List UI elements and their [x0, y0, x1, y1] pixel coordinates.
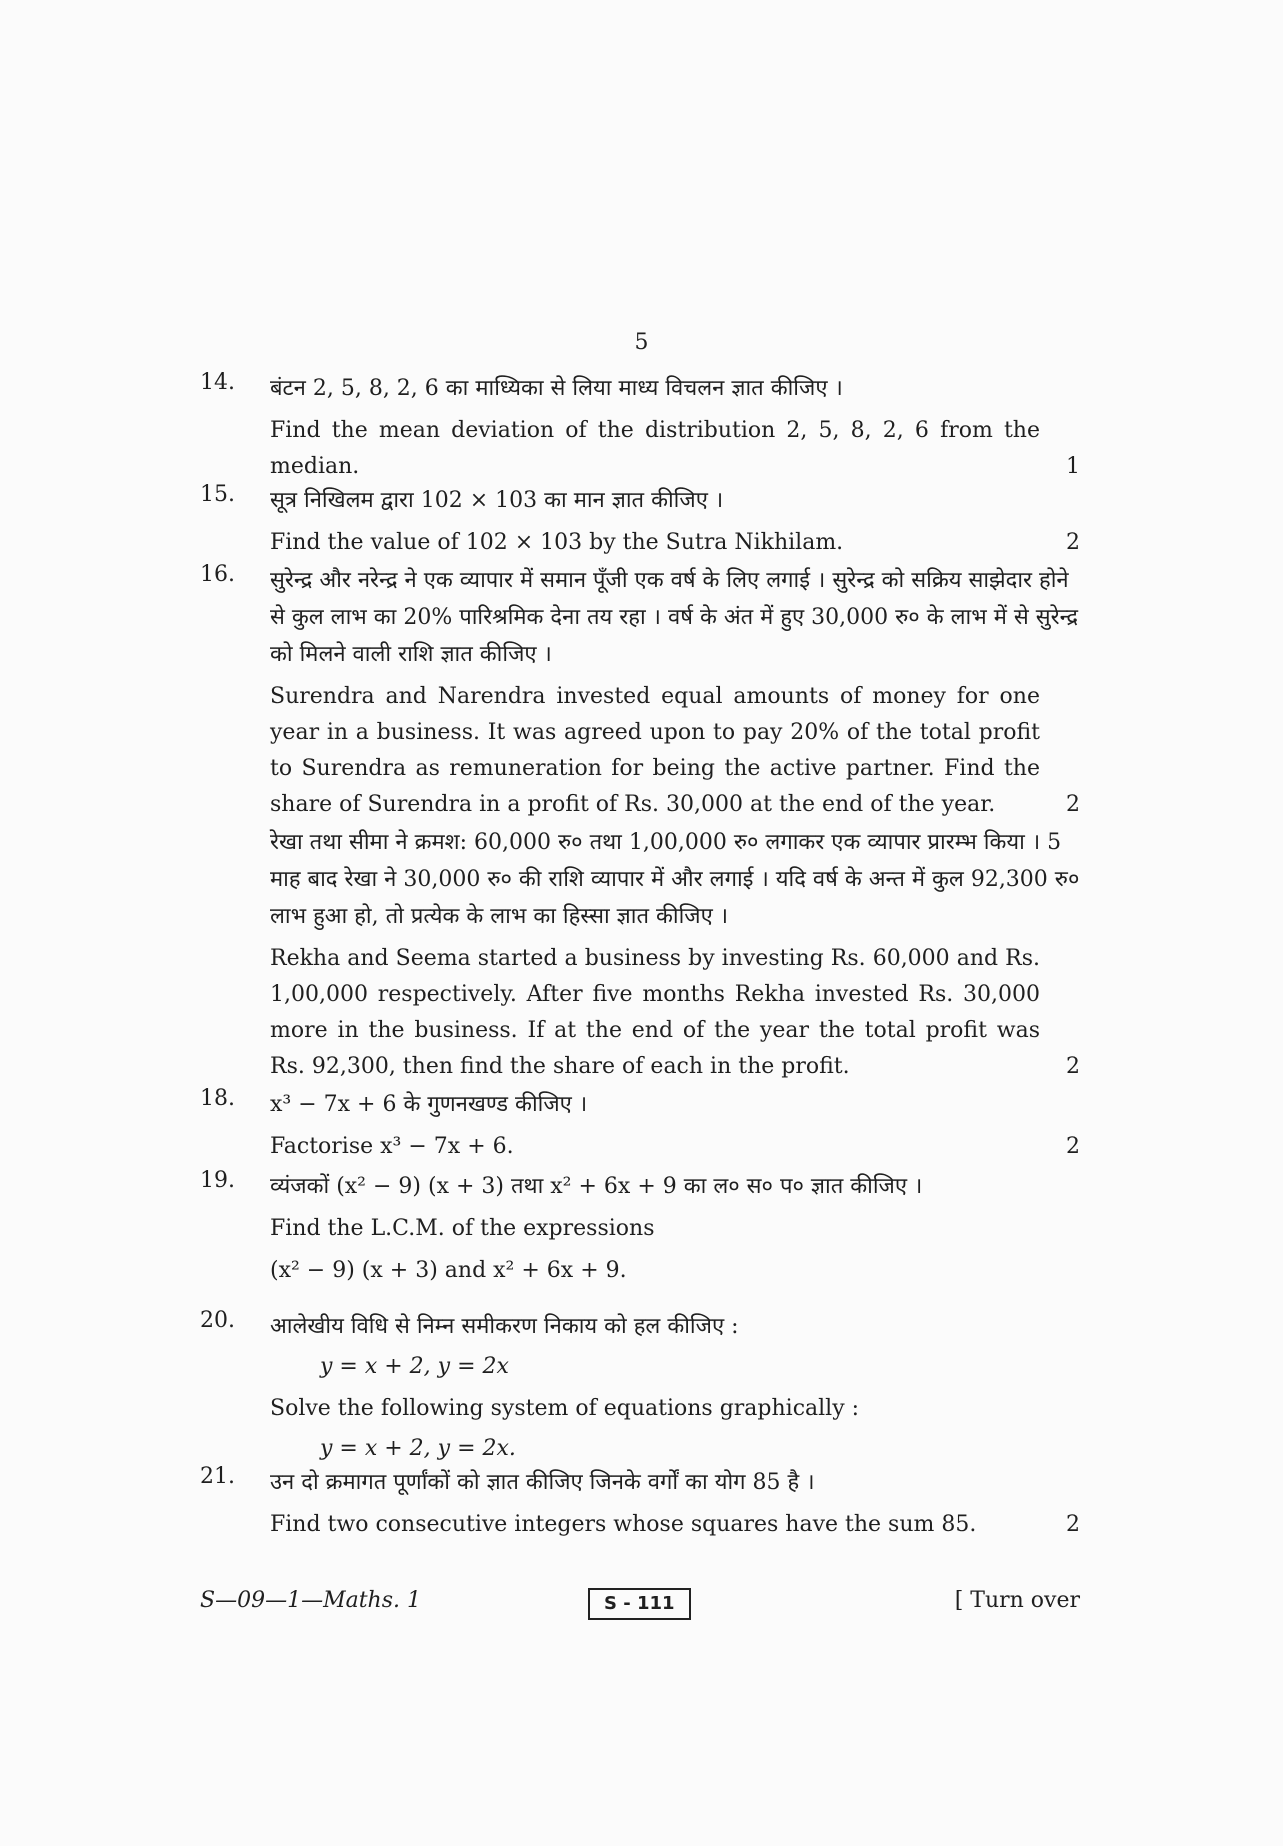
- question-18: [200, 1086, 1080, 1168]
- question-hindi-text: बंटन 2, 5, 8, 2, 6 का माध्यिका से लिया माध्य विचलन ज्ञात कीजिए ।: [270, 376, 843, 401]
- question-hindi-text: आलेखीय विधि से निम्न समीकरण निकाय को हल कीजिए :: [270, 1314, 739, 1339]
- question-16: [200, 562, 1080, 824]
- questions-list: [200, 370, 1080, 1546]
- question-number: 18.: [200, 1086, 235, 1111]
- question-english-expression: (x² − 9) (x + 3) and x² + 6x + 9.: [270, 1258, 627, 1283]
- question-19: [200, 1168, 1080, 1308]
- question-english-text: Factorise x³ − 7x + 6. 2: [270, 1129, 1080, 1165]
- question-english-text: Solve the following system of equations graphically :: [270, 1396, 860, 1421]
- question-english-text: Find the mean deviation of the distribution 2, 5, 8, 2, 6 from the median. 1: [270, 413, 1080, 485]
- series-code-box: S - 111: [588, 1588, 691, 1620]
- question-20: [200, 1308, 1080, 1464]
- question-english-text: Surendra and Narendra invested equal amounts of money for one year in a business. It was agreed upon to pay 20% of the total profit to Surendra as remuneration for being the active partner. Find the share of Surendra in a profit of Rs. 30,000 at the end of the year. 2: [270, 679, 1080, 823]
- turn-over-note: [ Turn over: [954, 1588, 1080, 1613]
- marks: 2: [1066, 1054, 1080, 1079]
- question-hindi-text: व्यंजकों (x² − 9) (x + 3) तथा x² + 6x + 9 का ल० स० प० ज्ञात कीजिए ।: [270, 1174, 923, 1199]
- marks: 2: [1066, 530, 1080, 555]
- question-hindi-text: x³ − 7x + 6 के गुणनखण्ड कीजिए ।: [270, 1092, 588, 1117]
- equation-hindi: y = x + 2, y = 2x: [320, 1354, 509, 1379]
- question-english-text: Rekha and Seema started a business by investing Rs. 60,000 and Rs. 1,00,000 respectively. After five months Rekha invested Rs. 30,000 more in the business. If at the end of the year the total profit was Rs. 92,300, then find the share of each in the profit. 2: [270, 941, 1080, 1085]
- marks: 2: [1066, 1134, 1080, 1159]
- equation-english: y = x + 2, y = 2x.: [320, 1436, 516, 1461]
- question-english-text: Find the value of 102 × 103 by the Sutra Nikhilam. 2: [270, 525, 1080, 561]
- question-number: 16.: [200, 562, 235, 587]
- marks: 2: [1066, 792, 1080, 817]
- question-hindi-text: सुरेन्द्र और नरेन्द्र ने एक व्यापार में समान पूँजी एक वर्ष के लिए लगाई । सुरेन्द्र को सक्रिय साझेदार होने से कुल लाभ का 20% पारिश्रमिक देना तय रहा । वर्ष के अंत में हुए 30,000 रु० के लाभ में से सुरेन्द्र को मिलने वाली राशि ज्ञात कीजिए ।: [270, 568, 1079, 667]
- question-number: 15.: [200, 482, 235, 507]
- question-21: [200, 1464, 1080, 1546]
- marks: 1: [1066, 454, 1080, 479]
- question-number: 19.: [200, 1168, 235, 1193]
- paper-code: S—09—1—Maths. 1: [200, 1588, 421, 1613]
- page-number: 5: [634, 330, 649, 355]
- question-number: 20.: [200, 1308, 235, 1333]
- question-hindi-text: रेखा तथा सीमा ने क्रमश: 60,000 रु० तथा 1,00,000 रु० लगाकर एक व्यापार प्रारम्भ किया । 5 माह बाद रेखा ने 30,000 रु० की राशि व्यापार में और लगाई । यदि वर्ष के अन्त में कुल 92,300 रु० लाभ हुआ हो, तो प्रत्येक के लाभ का हिस्सा ज्ञात कीजिए ।: [270, 830, 1080, 929]
- question-14: [200, 370, 1080, 482]
- question-english-text: Find two consecutive integers whose squares have the sum 85. 2: [270, 1507, 1080, 1543]
- question-hindi-text: सूत्र निखिलम द्वारा 102 × 103 का मान ज्ञात कीजिए ।: [270, 488, 724, 513]
- question-number: 21.: [200, 1464, 235, 1489]
- marks: 2: [1066, 1512, 1080, 1537]
- question-17: [200, 824, 1080, 1086]
- question-15: [200, 482, 1080, 562]
- question-english-text: Find the L.C.M. of the expressions: [270, 1216, 655, 1241]
- question-hindi-text: उन दो क्रमागत पूर्णांकों को ज्ञात कीजिए जिनके वर्गों का योग 85 है ।: [270, 1470, 815, 1495]
- page-footer: [200, 1588, 1080, 1628]
- question-number: 14.: [200, 370, 235, 395]
